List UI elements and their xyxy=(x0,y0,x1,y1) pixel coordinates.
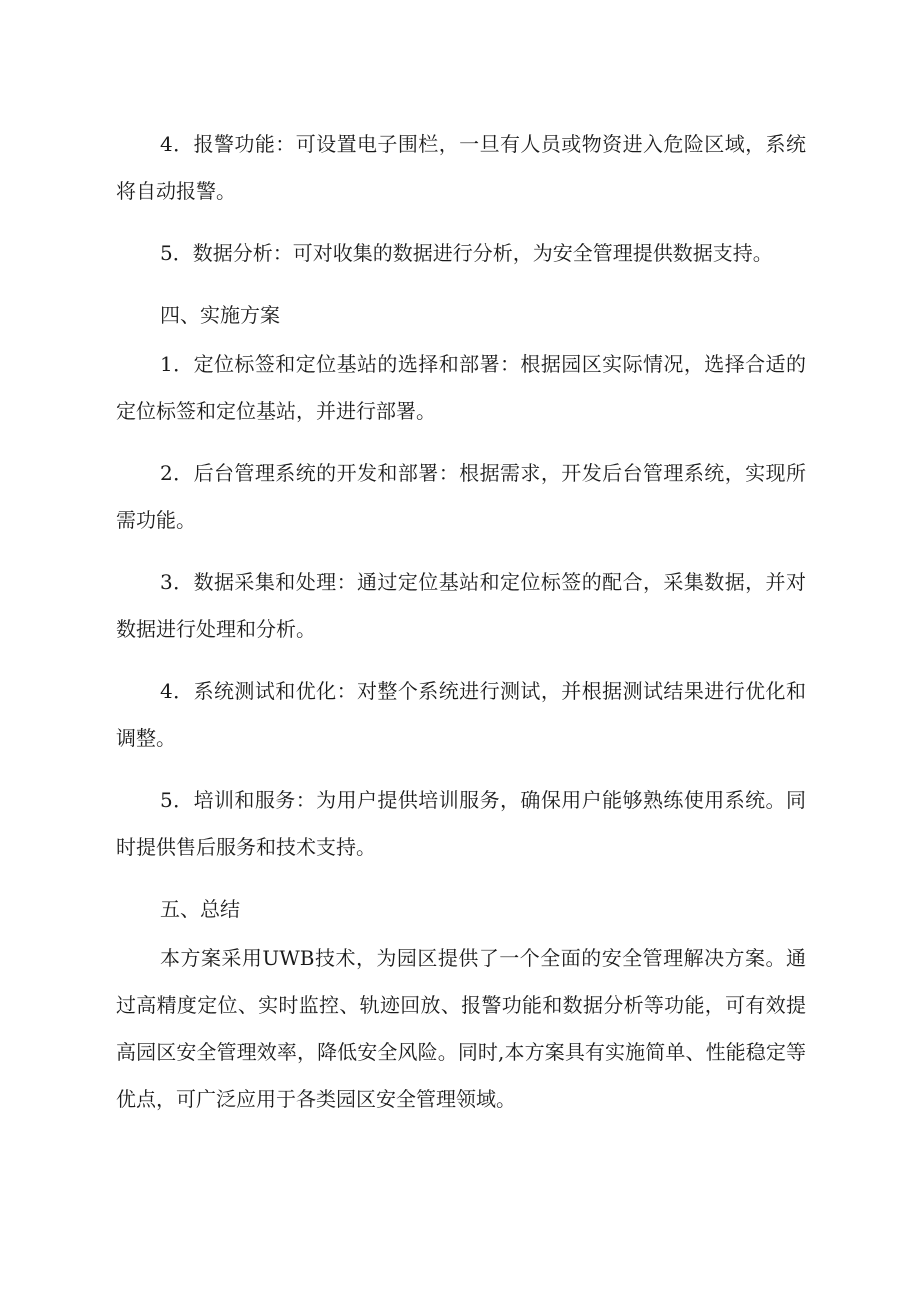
paragraph-data-analysis: 5．数据分析：可对收集的数据进行分析，为安全管理提供数据支持。 xyxy=(160,241,773,265)
section-heading-implementation: 四、实施方案 xyxy=(160,303,280,327)
paragraph-summary: 本方案采用UWB技术，为园区提供了一个全面的安全管理解决方案。通过高精度定位、实时监控、轨迹回放、报警功能和数据分析等功能，可有效提高园区安全管理效率，降低安全风险。同时,本方案具有实施简单、性能稳定等优点，可广泛应用于各类园区安全管理领域。 xyxy=(116,946,806,1111)
section-heading-summary: 五、总结 xyxy=(160,897,240,921)
paragraph-step-1: 1．定位标签和定位基站的选择和部署：根据园区实际情况，选择合适的定位标签和定位基站，并进行部署。 xyxy=(116,352,806,423)
paragraph-step-4: 4．系统测试和优化：对整个系统进行测试，并根据测试结果进行优化和调整。 xyxy=(116,679,806,750)
paragraph-step-2: 2．后台管理系统的开发和部署：根据需求，开发后台管理系统，实现所需功能。 xyxy=(116,461,806,532)
document-body xyxy=(116,121,806,1138)
paragraph-step-5: 5．培训和服务：为用户提供培训服务，确保用户能够熟练使用系统。同时提供售后服务和技术支持。 xyxy=(116,788,806,859)
paragraph-step-3: 3．数据采集和处理：通过定位基站和定位标签的配合，采集数据，并对数据进行处理和分析。 xyxy=(116,570,806,641)
paragraph-alarm-function: 4．报警功能：可设置电子围栏，一旦有人员或物资进入危险区域，系统将自动报警。 xyxy=(116,132,806,203)
